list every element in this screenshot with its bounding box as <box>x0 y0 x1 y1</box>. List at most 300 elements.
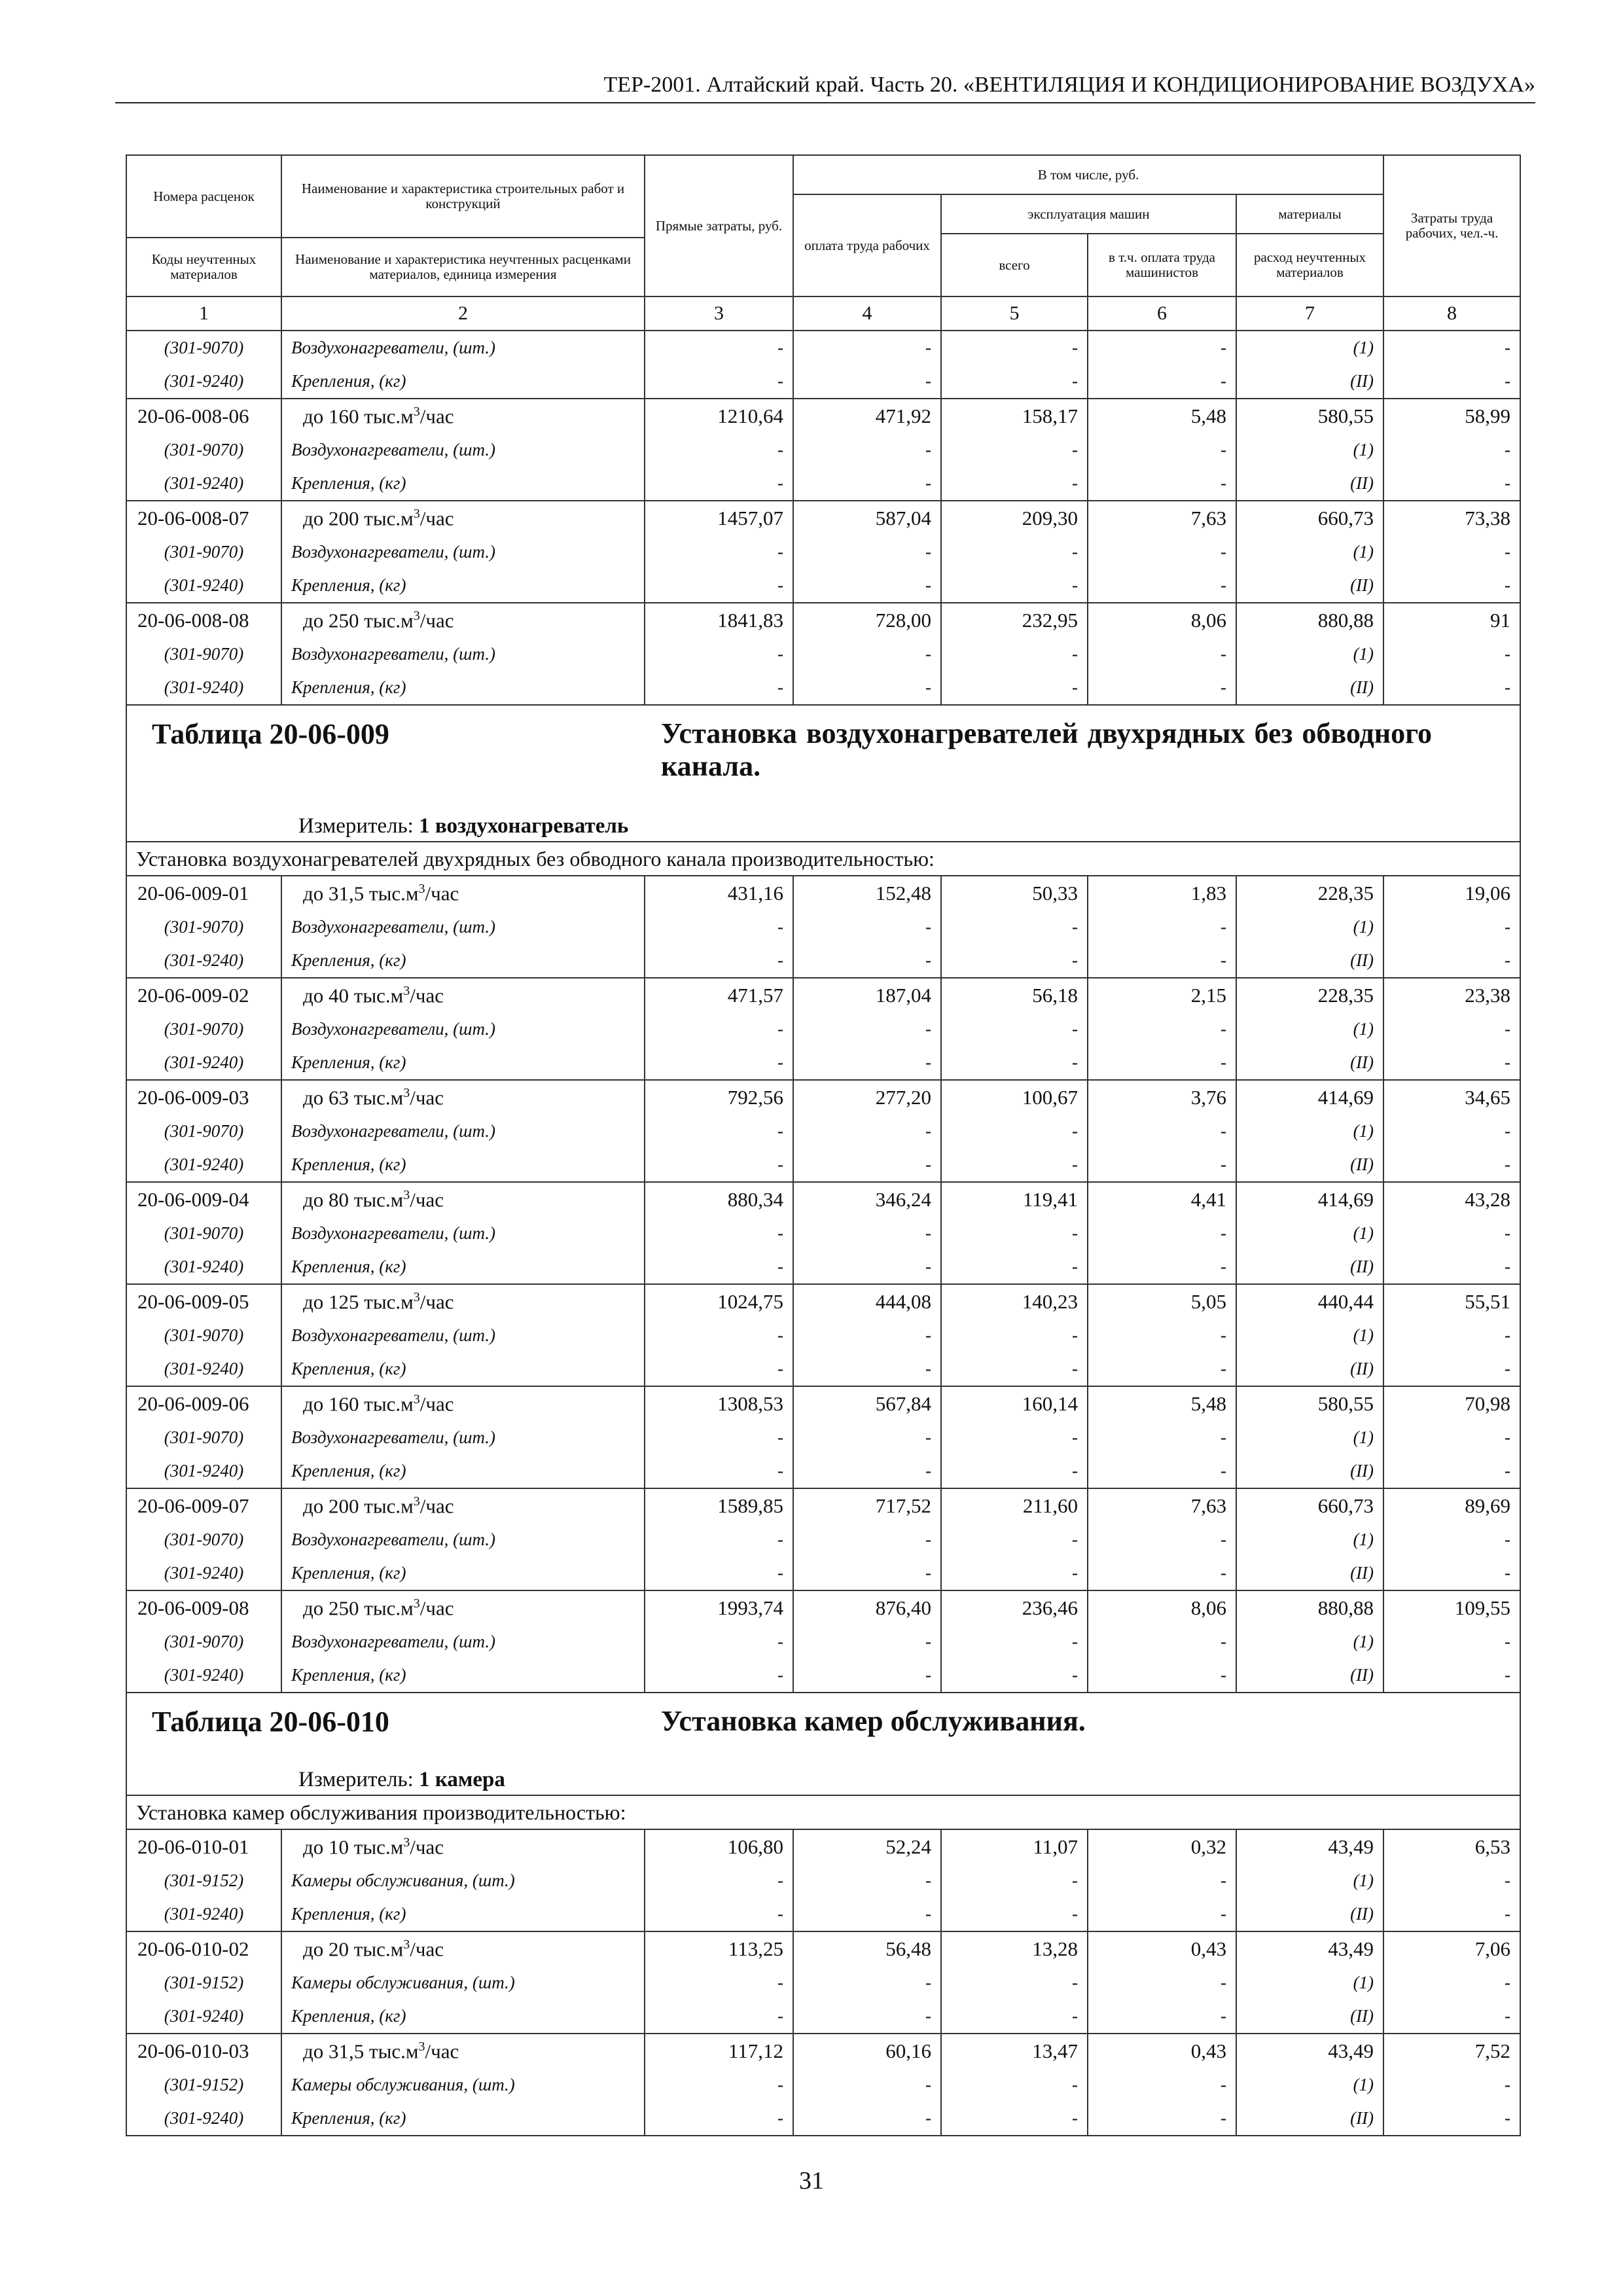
cell-direct: - <box>645 1352 793 1386</box>
cell-oper: - <box>1088 1421 1236 1454</box>
cell-oper: - <box>1088 1250 1236 1284</box>
cell-labor: 19,06 <box>1383 876 1520 910</box>
capacity-text: до 200 тыс.м <box>303 1494 414 1518</box>
cell-labor: - <box>1383 433 1520 467</box>
cell-pay: - <box>793 535 941 569</box>
cell-labor: - <box>1383 1556 1520 1590</box>
cell-pay: - <box>793 1421 941 1454</box>
cell-code: (301-9240) <box>126 671 281 705</box>
cell-name: Крепления, (кг) <box>281 1659 645 1693</box>
cell-code: (301-9240) <box>126 1046 281 1080</box>
capacity-text: до 200 тыс.м <box>303 507 414 530</box>
rate-row <box>126 1386 1520 1421</box>
material-row <box>126 1148 1520 1182</box>
capacity-unit: /час <box>425 2039 459 2063</box>
rate-row <box>126 1829 1520 1864</box>
cell-labor: - <box>1383 1897 1520 1931</box>
cell-direct: - <box>645 1013 793 1046</box>
cell-direct: - <box>645 1454 793 1488</box>
cell-direct: - <box>645 1659 793 1693</box>
cell-direct: - <box>645 2000 793 2034</box>
column-number: 4 <box>793 296 941 331</box>
cell-name: Крепления, (кг) <box>281 1148 645 1182</box>
material-row <box>126 1352 1520 1386</box>
cell-name: Крепления, (кг) <box>281 365 645 399</box>
cell-direct: 1308,53 <box>645 1386 793 1421</box>
measure-label: Измеритель: <box>298 814 414 838</box>
cell-name: Воздухонагреватели, (шт.) <box>281 1319 645 1352</box>
cell-oper: - <box>1088 671 1236 705</box>
cell-labor: - <box>1383 535 1520 569</box>
cell-labor: - <box>1383 1352 1520 1386</box>
cell-mach: - <box>941 569 1088 603</box>
cell-oper: 0,43 <box>1088 2034 1236 2068</box>
cell-code: (301-9070) <box>126 1421 281 1454</box>
cell-mach: - <box>941 1352 1088 1386</box>
cell-oper: 1,83 <box>1088 876 1236 910</box>
capacity-unit: /час <box>419 609 454 632</box>
header-material-names: Наименование и характеристика неучтенных расценками материалов, единица измерения <box>281 238 645 296</box>
cell-name: Воздухонагреватели, (шт.) <box>281 1217 645 1250</box>
cell-labor: 55,51 <box>1383 1284 1520 1319</box>
cell-name: Камеры обслуживания, (шт.) <box>281 1864 645 1897</box>
header-materials: материалы <box>1236 194 1383 234</box>
cell-pay: - <box>793 2068 941 2102</box>
cell-oper: - <box>1088 1148 1236 1182</box>
cell-mach: - <box>941 1217 1088 1250</box>
cell-mach: - <box>941 1523 1088 1556</box>
material-row <box>126 1421 1520 1454</box>
cell-pay: - <box>793 910 941 944</box>
cell-code: (301-9070) <box>126 637 281 671</box>
cell-name: Крепления, (кг) <box>281 2000 645 2034</box>
cell-code: (301-9240) <box>126 365 281 399</box>
cell-mach: - <box>941 1250 1088 1284</box>
cell-name <box>281 1080 645 1115</box>
cell-direct: 792,56 <box>645 1080 793 1115</box>
cell-direct: - <box>645 944 793 978</box>
cell-mach: - <box>941 433 1088 467</box>
cell-pay: - <box>793 467 941 501</box>
cell-mat: (II) <box>1236 1046 1383 1080</box>
cube-superscript: 3 <box>413 608 420 623</box>
material-row <box>126 1523 1520 1556</box>
cell-name: Воздухонагреватели, (шт.) <box>281 1625 645 1659</box>
table-20-06-009-rows <box>126 876 1520 1693</box>
material-row <box>126 1897 1520 1931</box>
cell-oper: - <box>1088 1115 1236 1148</box>
cell-labor: 23,38 <box>1383 978 1520 1013</box>
cell-pay: - <box>793 944 941 978</box>
cell-name: Крепления, (кг) <box>281 467 645 501</box>
cell-mach: 11,07 <box>941 1829 1088 1864</box>
cell-mach: - <box>941 1556 1088 1590</box>
rate-row <box>126 603 1520 637</box>
page-number: 31 <box>799 2167 824 2195</box>
cell-oper: - <box>1088 331 1236 365</box>
cell-mach: - <box>941 637 1088 671</box>
cell-mat: (1) <box>1236 910 1383 944</box>
capacity-text: до 160 тыс.м <box>303 1392 414 1416</box>
table-20-06-008-rows <box>126 399 1520 705</box>
cell-mat: 228,35 <box>1236 876 1383 910</box>
cell-labor: - <box>1383 637 1520 671</box>
cell-oper: - <box>1088 1556 1236 1590</box>
cell-labor: - <box>1383 1013 1520 1046</box>
cube-superscript: 3 <box>413 1289 420 1304</box>
cell-name: Воздухонагреватели, (шт.) <box>281 910 645 944</box>
cell-name: Камеры обслуживания, (шт.) <box>281 1966 645 2000</box>
cell-direct: - <box>645 1864 793 1897</box>
cell-name: Крепления, (кг) <box>281 569 645 603</box>
cell-mat: (II) <box>1236 569 1383 603</box>
cell-pay: 471,92 <box>793 399 941 433</box>
cell-code: 20-06-010-03 <box>126 2034 281 2068</box>
cell-pay: - <box>793 365 941 399</box>
cell-name <box>281 1488 645 1523</box>
cell-name: Воздухонагреватели, (шт.) <box>281 637 645 671</box>
cell-mat: (1) <box>1236 1421 1383 1454</box>
cell-direct: - <box>645 1421 793 1454</box>
cube-superscript: 3 <box>413 1494 420 1509</box>
cell-labor: - <box>1383 2000 1520 2034</box>
cell-pay: - <box>793 2102 941 2136</box>
cell-code: (301-9070) <box>126 910 281 944</box>
cell-pay: - <box>793 1454 941 1488</box>
cell-labor: - <box>1383 1864 1520 1897</box>
cell-mat: (1) <box>1236 1625 1383 1659</box>
cell-direct: - <box>645 1966 793 2000</box>
rate-row <box>126 2034 1520 2068</box>
cell-mat: (1) <box>1236 1864 1383 1897</box>
cell-name <box>281 1590 645 1625</box>
header-machine-operation: эксплуатация машин <box>941 194 1236 234</box>
cell-mach: - <box>941 1864 1088 1897</box>
cell-mach: 236,46 <box>941 1590 1088 1625</box>
cell-mat: (II) <box>1236 1556 1383 1590</box>
cell-pay: - <box>793 331 941 365</box>
capacity-unit: /час <box>419 507 454 530</box>
cube-superscript: 3 <box>403 1937 410 1952</box>
cell-direct: - <box>645 671 793 705</box>
capacity-text: до 31,5 тыс.м <box>303 2039 419 2063</box>
cell-labor: - <box>1383 1625 1520 1659</box>
cell-mach: - <box>941 2102 1088 2136</box>
cube-superscript: 3 <box>403 1187 410 1202</box>
cell-oper: - <box>1088 1966 1236 2000</box>
cube-superscript: 3 <box>413 506 420 521</box>
cell-labor: 73,38 <box>1383 501 1520 535</box>
cell-direct: - <box>645 365 793 399</box>
cell-oper: - <box>1088 2068 1236 2102</box>
cell-mat: 440,44 <box>1236 1284 1383 1319</box>
cell-name <box>281 2034 645 2068</box>
cell-oper: 2,15 <box>1088 978 1236 1013</box>
cell-name: Крепления, (кг) <box>281 1556 645 1590</box>
cell-direct: - <box>645 1897 793 1931</box>
cell-name <box>281 1829 645 1864</box>
section-heading: Установка камер обслуживания производительностью: <box>126 1795 1520 1829</box>
cell-code: (301-9070) <box>126 1013 281 1046</box>
capacity-text: до 20 тыс.м <box>303 1937 404 1961</box>
material-row <box>126 569 1520 603</box>
cell-pay: - <box>793 2000 941 2034</box>
cell-oper: - <box>1088 1319 1236 1352</box>
cell-code: (301-9240) <box>126 467 281 501</box>
cell-direct: - <box>645 637 793 671</box>
material-row <box>126 637 1520 671</box>
cell-direct: 1589,85 <box>645 1488 793 1523</box>
cell-pay: 187,04 <box>793 978 941 1013</box>
cell-mat: (II) <box>1236 467 1383 501</box>
cell-mach: - <box>941 2000 1088 2034</box>
cell-direct: - <box>645 1556 793 1590</box>
cell-mat: 43,49 <box>1236 1829 1383 1864</box>
cell-direct: - <box>645 1046 793 1080</box>
cell-labor: 58,99 <box>1383 399 1520 433</box>
cube-superscript: 3 <box>403 1085 410 1100</box>
cell-oper: - <box>1088 2000 1236 2034</box>
cell-code: 20-06-009-07 <box>126 1488 281 1523</box>
column-number: 6 <box>1088 296 1236 331</box>
material-row <box>126 1046 1520 1080</box>
cell-pay: - <box>793 433 941 467</box>
cell-code: (301-9240) <box>126 2102 281 2136</box>
cell-labor: - <box>1383 569 1520 603</box>
cell-code: 20-06-008-08 <box>126 603 281 637</box>
cell-mat: (II) <box>1236 1897 1383 1931</box>
header-labor-costs: Затраты труда рабочих, чел.-ч. <box>1383 155 1520 296</box>
cell-mat: (1) <box>1236 1523 1383 1556</box>
capacity-text: до 31,5 тыс.м <box>303 882 419 905</box>
cell-mach: - <box>941 535 1088 569</box>
cell-mat: (1) <box>1236 2068 1383 2102</box>
cell-direct: - <box>645 1250 793 1284</box>
cell-pay: - <box>793 1523 941 1556</box>
capacity-unit: /час <box>410 1188 444 1211</box>
capacity-unit: /час <box>410 1835 444 1859</box>
material-row <box>126 365 1520 399</box>
cell-labor: 7,06 <box>1383 1931 1520 1966</box>
cell-direct: - <box>645 433 793 467</box>
cell-direct: - <box>645 1625 793 1659</box>
cell-mach: - <box>941 1319 1088 1352</box>
cell-direct: - <box>645 910 793 944</box>
cell-mat: 660,73 <box>1236 1488 1383 1523</box>
cell-name: Крепления, (кг) <box>281 1897 645 1931</box>
cell-name: Воздухонагреватели, (шт.) <box>281 1115 645 1148</box>
header-unaccounted-materials: расход неучтенных материалов <box>1236 234 1383 296</box>
cell-labor: - <box>1383 1250 1520 1284</box>
cell-pay: 152,48 <box>793 876 941 910</box>
cell-mach: - <box>941 1454 1088 1488</box>
cell-mat: (II) <box>1236 365 1383 399</box>
cell-mat: (1) <box>1236 1319 1383 1352</box>
cell-mach: - <box>941 1966 1088 2000</box>
cell-code: (301-9240) <box>126 1148 281 1182</box>
cell-direct: 1841,83 <box>645 603 793 637</box>
cell-mach: - <box>941 1625 1088 1659</box>
cell-labor: - <box>1383 671 1520 705</box>
table-caption <box>126 1693 1520 1795</box>
material-row <box>126 2102 1520 2136</box>
cell-labor: - <box>1383 910 1520 944</box>
cell-oper: 0,43 <box>1088 1931 1236 1966</box>
cell-direct: 880,34 <box>645 1182 793 1217</box>
column-number: 7 <box>1236 296 1383 331</box>
cell-name: Воздухонагреватели, (шт.) <box>281 331 645 365</box>
cell-name: Крепления, (кг) <box>281 1352 645 1386</box>
capacity-unit: /час <box>410 1086 444 1109</box>
column-number: 1 <box>126 296 281 331</box>
section-heading: Установка воздухонагревателей двухрядных без обводного канала производительностью: <box>126 842 1520 876</box>
cube-superscript: 3 <box>418 881 425 896</box>
cell-direct: 431,16 <box>645 876 793 910</box>
cell-code: (301-9240) <box>126 1556 281 1590</box>
cell-pay: - <box>793 569 941 603</box>
capacity-unit: /час <box>419 1596 454 1620</box>
cell-oper: - <box>1088 637 1236 671</box>
cell-code: 20-06-010-02 <box>126 1931 281 1966</box>
cell-name <box>281 1386 645 1421</box>
cell-mach: 13,47 <box>941 2034 1088 2068</box>
header-operator-pay: в т.ч. оплата труда машинистов <box>1088 234 1236 296</box>
cell-oper: 3,76 <box>1088 1080 1236 1115</box>
cell-name: Воздухонагреватели, (шт.) <box>281 535 645 569</box>
cell-name: Крепления, (кг) <box>281 944 645 978</box>
cell-pay: 567,84 <box>793 1386 941 1421</box>
cell-pay: - <box>793 1115 941 1148</box>
capacity-text: до 63 тыс.м <box>303 1086 404 1109</box>
lead-rows <box>126 331 1520 399</box>
cell-mat: (II) <box>1236 2000 1383 2034</box>
cell-code: (301-9070) <box>126 1625 281 1659</box>
cell-oper: 5,48 <box>1088 399 1236 433</box>
cell-pay: - <box>793 1319 941 1352</box>
cell-mach: 56,18 <box>941 978 1088 1013</box>
cell-labor: - <box>1383 944 1520 978</box>
cell-mach: - <box>941 1115 1088 1148</box>
cell-labor: 34,65 <box>1383 1080 1520 1115</box>
cell-mat: 580,55 <box>1236 1386 1383 1421</box>
cell-pay: 56,48 <box>793 1931 941 1966</box>
rate-row <box>126 1284 1520 1319</box>
table-20-06-010-rows <box>126 1829 1520 2136</box>
cell-oper: - <box>1088 1625 1236 1659</box>
cell-mat: 414,69 <box>1236 1182 1383 1217</box>
measure-value: 1 камера <box>419 1768 505 1791</box>
cell-labor: - <box>1383 1148 1520 1182</box>
material-row <box>126 1013 1520 1046</box>
cell-mat: 580,55 <box>1236 399 1383 433</box>
cell-oper: - <box>1088 467 1236 501</box>
cell-direct: - <box>645 569 793 603</box>
table-header <box>126 155 1520 331</box>
measure-label: Измеритель: <box>298 1768 414 1791</box>
material-row <box>126 910 1520 944</box>
capacity-text: до 10 тыс.м <box>303 1835 404 1859</box>
cell-mat: 880,88 <box>1236 603 1383 637</box>
rate-row <box>126 1931 1520 1966</box>
material-row <box>126 1659 1520 1693</box>
cell-mat: (II) <box>1236 2102 1383 2136</box>
cell-labor: - <box>1383 1046 1520 1080</box>
cell-labor: - <box>1383 2102 1520 2136</box>
cell-name: Крепления, (кг) <box>281 1250 645 1284</box>
cube-superscript: 3 <box>413 1596 420 1611</box>
cell-direct: - <box>645 535 793 569</box>
material-row <box>126 1625 1520 1659</box>
cell-code: 20-06-009-06 <box>126 1386 281 1421</box>
cell-mach: - <box>941 2068 1088 2102</box>
cell-pay: - <box>793 1659 941 1693</box>
rate-row <box>126 978 1520 1013</box>
cell-pay: 587,04 <box>793 501 941 535</box>
cube-superscript: 3 <box>403 983 410 998</box>
cell-mach: 209,30 <box>941 501 1088 535</box>
rate-row <box>126 1080 1520 1115</box>
cell-code: (301-9152) <box>126 1864 281 1897</box>
cell-oper: 7,63 <box>1088 501 1236 535</box>
capacity-unit: /час <box>419 1494 454 1518</box>
cell-direct: 117,12 <box>645 2034 793 2068</box>
cell-labor: 89,69 <box>1383 1488 1520 1523</box>
cell-code: 20-06-009-04 <box>126 1182 281 1217</box>
cell-direct: - <box>645 1319 793 1352</box>
cell-mach: - <box>941 467 1088 501</box>
rate-row <box>126 1182 1520 1217</box>
material-row <box>126 467 1520 501</box>
capacity-text: до 250 тыс.м <box>303 609 414 632</box>
cell-code: (301-9240) <box>126 2000 281 2034</box>
cell-code: (301-9070) <box>126 433 281 467</box>
capacity-unit: /час <box>410 1937 444 1961</box>
cell-mat: 660,73 <box>1236 501 1383 535</box>
cell-labor: - <box>1383 1523 1520 1556</box>
cell-direct: - <box>645 1523 793 1556</box>
cell-name: Крепления, (кг) <box>281 2102 645 2136</box>
cell-name <box>281 978 645 1013</box>
cell-name: Воздухонагреватели, (шт.) <box>281 1013 645 1046</box>
cell-mat: (II) <box>1236 944 1383 978</box>
cell-pay: - <box>793 671 941 705</box>
table-measure <box>298 1768 505 1792</box>
cell-mach: - <box>941 910 1088 944</box>
cell-mat: (1) <box>1236 1966 1383 2000</box>
cell-pay: 876,40 <box>793 1590 941 1625</box>
cell-direct: 1210,64 <box>645 399 793 433</box>
cell-mach: 50,33 <box>941 876 1088 910</box>
capacity-unit: /час <box>419 1290 454 1314</box>
header-direct-costs: Прямые затраты, руб. <box>645 155 793 296</box>
cell-code: 20-06-009-03 <box>126 1080 281 1115</box>
cell-name: Воздухонагреватели, (шт.) <box>281 433 645 467</box>
cell-code: (301-9240) <box>126 944 281 978</box>
material-row <box>126 1217 1520 1250</box>
cell-mat: (II) <box>1236 1148 1383 1182</box>
cell-pay: - <box>793 1556 941 1590</box>
cell-mat: 43,49 <box>1236 2034 1383 2068</box>
cell-direct: - <box>645 467 793 501</box>
cell-labor: - <box>1383 1966 1520 2000</box>
cell-oper: - <box>1088 365 1236 399</box>
cell-mach: 232,95 <box>941 603 1088 637</box>
cell-oper: 4,41 <box>1088 1182 1236 1217</box>
column-number: 8 <box>1383 296 1520 331</box>
cell-code: (301-9070) <box>126 1523 281 1556</box>
cell-name <box>281 1284 645 1319</box>
cell-labor: - <box>1383 365 1520 399</box>
